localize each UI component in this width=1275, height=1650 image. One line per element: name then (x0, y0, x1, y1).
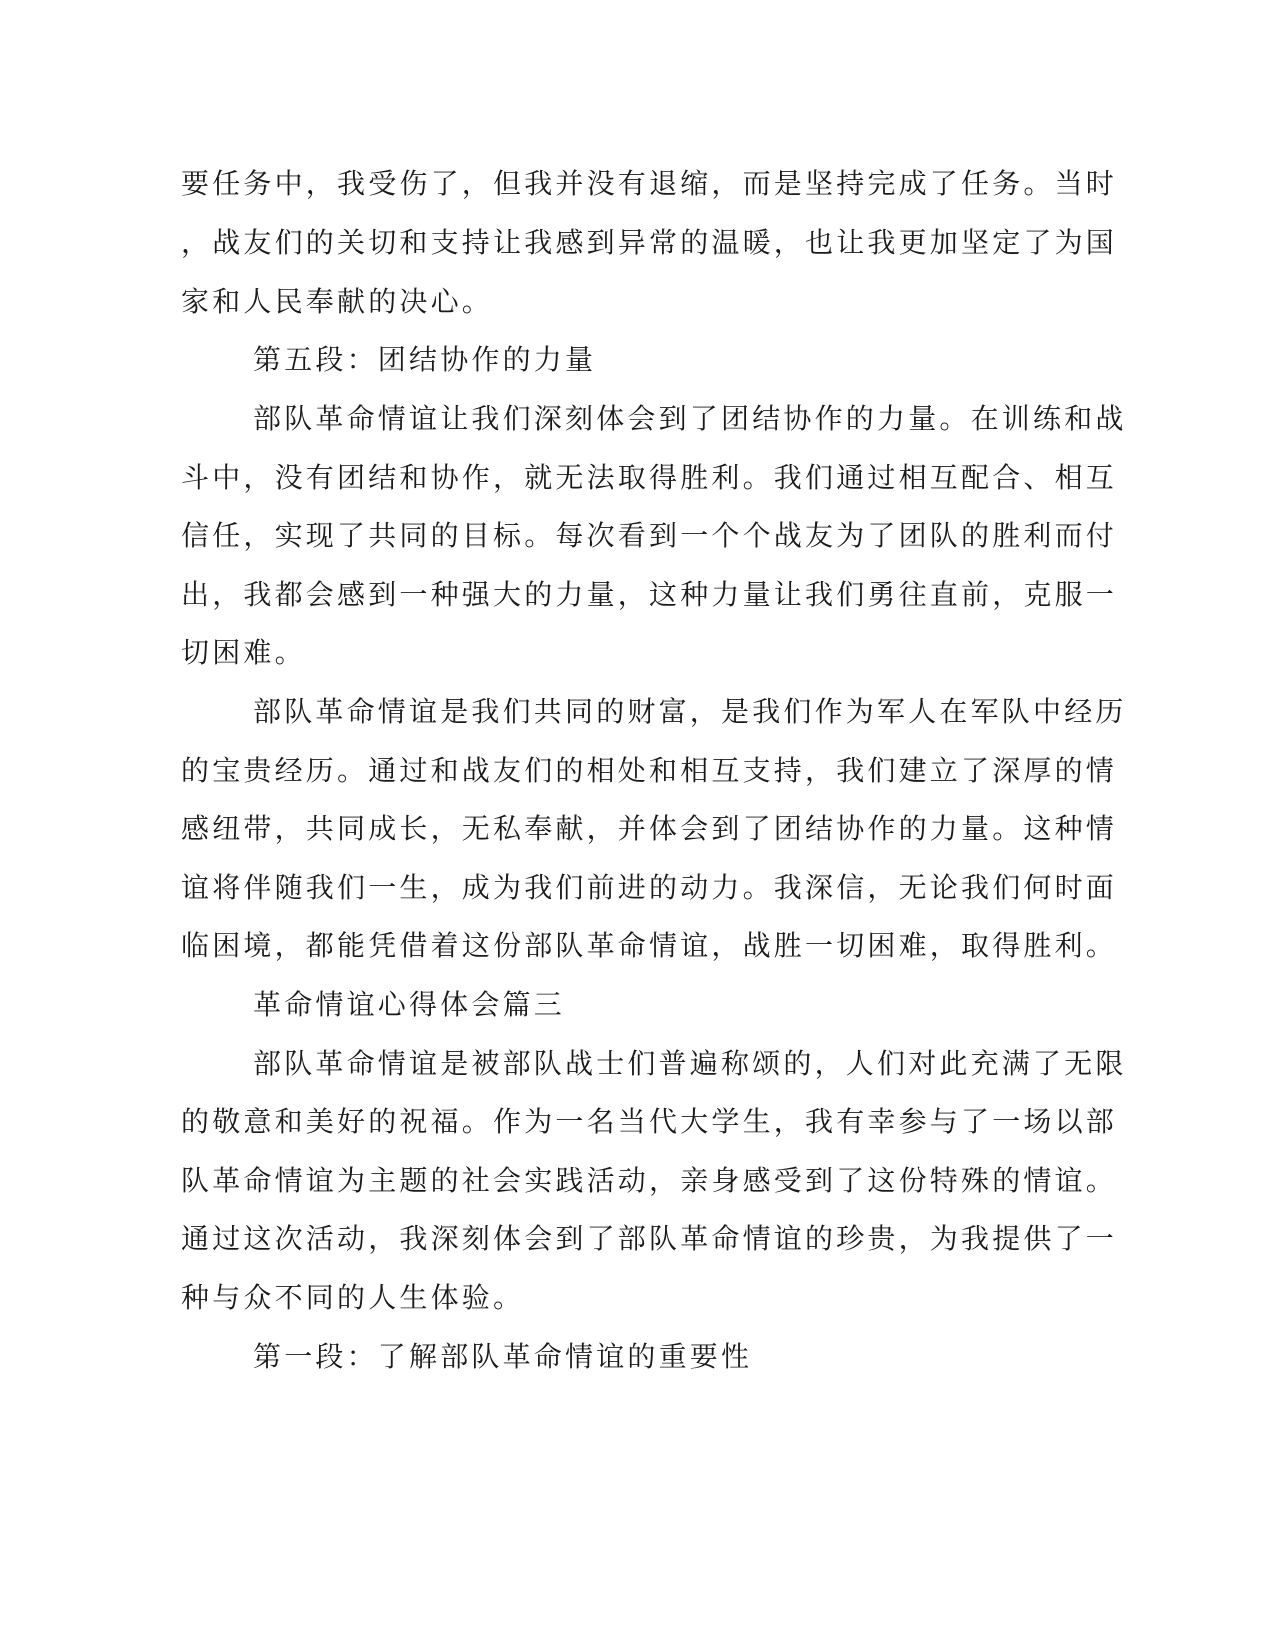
paragraph-line: 的宝贵经历。通过和战友们的相处和相互支持，我们建立了深厚的情 (181, 754, 1118, 787)
paragraph-line: ，战友们的关切和支持让我感到异常的温暖，也让我更加坚定了为国 (181, 226, 1118, 259)
paragraph-line: 家和人民奉献的决心。 (181, 285, 494, 318)
paragraph-line: 要任务中，我受伤了，但我并没有退缩，而是坚持完成了任务。当时 (181, 167, 1118, 200)
paragraph-line: 信任，实现了共同的目标。每次看到一个个战友为了团队的胜利而付 (181, 519, 1118, 552)
paragraph-line: 种与众不同的人生体验。 (181, 1281, 525, 1314)
paragraph-line: 部队革命情谊是被部队战士们普遍称颂的，人们对此充满了无限 (253, 1047, 1127, 1080)
paragraph-line: 的敬意和美好的祝福。作为一名当代大学生，我有幸参与了一场以部 (181, 1105, 1118, 1138)
section-heading: 革命情谊心得体会篇三 (253, 988, 566, 1021)
paragraph-line: 部队革命情谊让我们深刻体会到了团结协作的力量。在训练和战 (253, 402, 1127, 435)
paragraph-line: 斗中，没有团结和协作，就无法取得胜利。我们通过相互配合、相互 (181, 461, 1118, 494)
paragraph-line: 通过这次活动，我深刻体会到了部队革命情谊的珍贵，为我提供了一 (181, 1222, 1118, 1255)
section-heading: 第一段：了解部队革命情谊的重要性 (253, 1340, 753, 1373)
paragraph-line: 出，我都会感到一种强大的力量，这种力量让我们勇往直前，克服一 (181, 578, 1118, 611)
paragraph-line: 部队革命情谊是我们共同的财富，是我们作为军人在军队中经历 (253, 695, 1127, 728)
paragraph-line: 临困境，都能凭借着这份部队革命情谊，战胜一切困难，取得胜利。 (181, 929, 1118, 962)
paragraph-line: 谊将伴随我们一生，成为我们前进的动力。我深信，无论我们何时面 (181, 871, 1118, 904)
paragraph-line: 切困难。 (181, 636, 306, 669)
section-heading: 第五段：团结协作的力量 (253, 343, 597, 376)
paragraph-line: 感纽带，共同成长，无私奉献，并体会到了团结协作的力量。这种情 (181, 812, 1118, 845)
paragraph-line: 队革命情谊为主题的社会实践活动，亲身感受到了这份特殊的情谊。 (181, 1164, 1118, 1197)
